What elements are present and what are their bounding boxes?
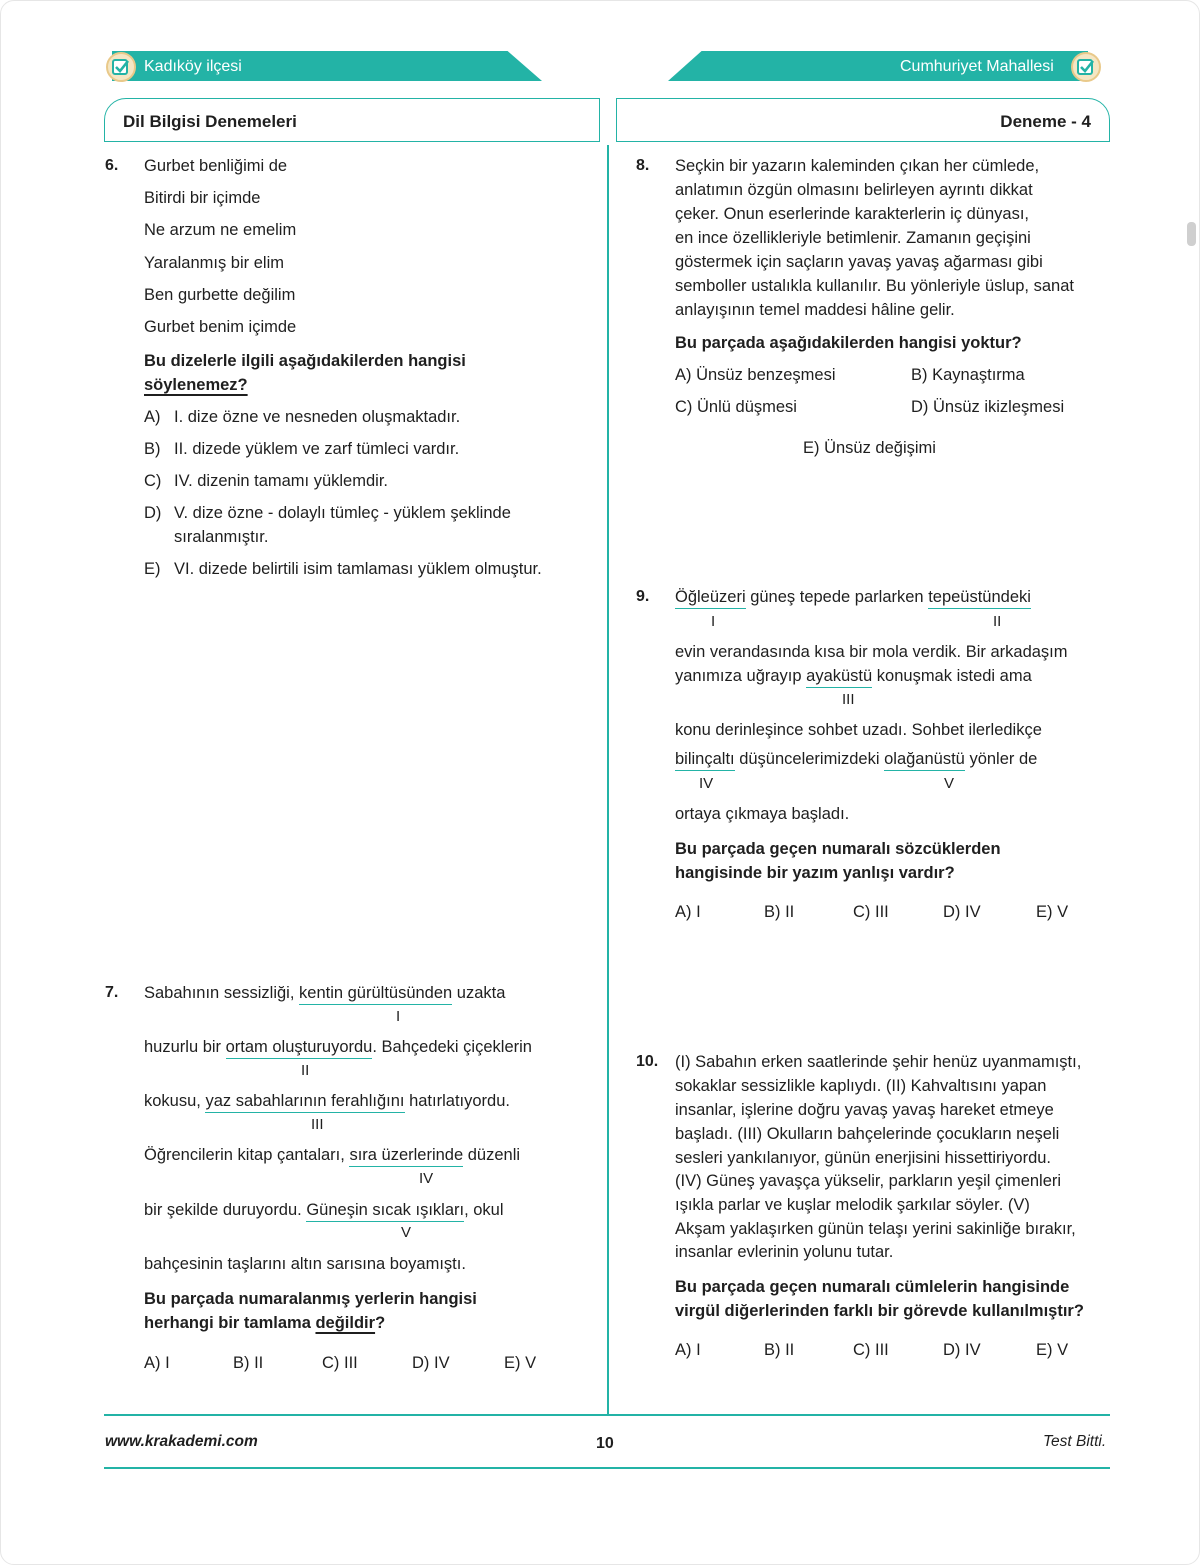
- passage-line: semboller ustalıkla kullanılır. Bu yönleriyle üslup, sanat: [675, 277, 1074, 295]
- roman-marker: I: [711, 613, 716, 630]
- numbered-phrase: sıra üzerlerinde: [349, 1144, 463, 1167]
- poem-line: Gurbet benim içimde: [144, 318, 297, 336]
- option-label[interactable]: D): [144, 504, 162, 522]
- numbered-phrase: Güneşin sıcak ışıkları: [306, 1199, 464, 1222]
- passage-line: en ince özellikleriyle betimlenir. Zamanın geçişini: [675, 229, 1031, 247]
- question-number: 7.: [105, 984, 119, 1001]
- poem-line: Ben gurbette değilim: [144, 286, 296, 304]
- page-number: 10: [596, 1435, 614, 1452]
- passage-line: insanlar evlerinin yolunu tutar.: [675, 1243, 894, 1261]
- passage-line: evin verandasında kısa bir mola verdik. Bir arkadaşım: [675, 643, 1068, 661]
- footer-rule-bottom: [104, 1467, 1110, 1469]
- passage-line: anlatımın özgün olmasını belirleyen ayrıntı dikkat: [675, 181, 1033, 199]
- passage-line: sokaklar sessizlikle kaplıydı. (II) Kahvaltısını yapan: [675, 1077, 1047, 1095]
- passage-line: çeker. Onun eserlerinde karakterlerin iç dünyası,: [675, 205, 1030, 223]
- roman-marker: II: [301, 1062, 310, 1079]
- passage-line: göstermek için saçların yavaş yavaş ağarması gibi: [675, 253, 1043, 271]
- question-text: herhangi bir tamlama değildir?: [144, 1314, 386, 1332]
- passage-line: Öğleüzeri güneş tepede parlarken tepeüstündeki: [675, 585, 1031, 609]
- roman-marker: V: [401, 1224, 412, 1241]
- option[interactable]: D) IV: [943, 903, 981, 921]
- roman-marker: IV: [699, 775, 714, 792]
- question-number: 10.: [636, 1053, 659, 1070]
- section-title-box: [104, 98, 600, 142]
- check-badge-icon: [1071, 52, 1101, 82]
- question-text: Bu parçada numaralanmış yerlerin hangisi: [144, 1290, 477, 1308]
- numbered-word: olağanüstü: [884, 748, 965, 771]
- scrollbar-thumb[interactable]: [1187, 222, 1196, 246]
- question-text: Bu parçada geçen numaralı sözcüklerden: [675, 840, 1001, 858]
- roman-marker: III: [842, 691, 855, 708]
- numbered-word: ayaküstü: [806, 665, 872, 688]
- question-number: 6.: [105, 157, 119, 174]
- passage-line: huzurlu bir ortam oluşturuyordu. Bahçedeki çiçeklerin: [144, 1035, 532, 1059]
- numbered-phrase: kentin gürültüsünden: [299, 982, 452, 1005]
- question-number: 8.: [636, 157, 650, 174]
- poem-line: Bitirdi bir içimde: [144, 189, 261, 207]
- passage-line: kokusu, yaz sabahlarının ferahlığını hatırlatıyordu.: [144, 1089, 510, 1113]
- option[interactable]: D) IV: [943, 1341, 981, 1359]
- question-text: hangisinde bir yazım yanlışı vardır?: [675, 864, 955, 882]
- passage-line: insanlar, işlerine doğru yavaş yavaş hareket etmeye: [675, 1101, 1054, 1119]
- option[interactable]: E) V: [1036, 903, 1069, 921]
- passage-line: başladı. (III) Okulların bahçelerinde çocukların neşeli: [675, 1125, 1060, 1143]
- option[interactable]: A) I: [675, 903, 701, 921]
- option[interactable]: C) III: [853, 903, 889, 921]
- column-divider: [607, 145, 609, 1415]
- option-label[interactable]: E): [144, 560, 161, 578]
- option-text[interactable]: II. dizede yüklem ve zarf tümleci vardır.: [174, 440, 460, 458]
- option[interactable]: B) II: [764, 1341, 795, 1359]
- passage-line: Akşam yaklaşırken günün telaşı yerini sakinliğe bırakır,: [675, 1220, 1076, 1238]
- option[interactable]: C) III: [853, 1341, 889, 1359]
- option[interactable]: D) IV: [412, 1354, 450, 1372]
- question-text: Bu parçada geçen numaralı cümlelerin hangisinde: [675, 1278, 1070, 1296]
- exam-title: Deneme - 4: [1000, 112, 1091, 131]
- option[interactable]: E) V: [1036, 1341, 1069, 1359]
- passage-line: ortaya çıkmaya başladı.: [675, 805, 850, 823]
- poem-line: Gurbet benliğimi de: [144, 157, 288, 175]
- option[interactable]: B) II: [233, 1354, 264, 1372]
- passage-line: Sabahının sessizliği, kentin gürültüsünden uzakta: [144, 981, 505, 1005]
- option-text[interactable]: I. dize özne ve nesneden oluşmaktadır.: [174, 408, 461, 426]
- option[interactable]: D) Ünsüz ikizleşmesi: [911, 398, 1065, 416]
- numbered-phrase: ortam oluşturuyordu: [226, 1036, 373, 1059]
- roman-marker: II: [993, 613, 1002, 630]
- passage-line: (IV) Güneş yavaşça yükselir, parkların yeşil çimenleri: [675, 1172, 1062, 1190]
- option[interactable]: B) Kaynaştırma: [911, 366, 1025, 384]
- roman-marker: IV: [419, 1170, 434, 1187]
- option-label[interactable]: C): [144, 472, 162, 490]
- option-text-cont[interactable]: sıralanmıştır.: [174, 528, 269, 546]
- neighborhood-label: Cumhuriyet Mahallesi: [900, 58, 1054, 75]
- poem-line: Yaralanmış bir elim: [144, 254, 284, 272]
- roman-marker: I: [396, 1008, 401, 1025]
- check-badge-icon: [106, 52, 136, 82]
- passage-line: ışıkla parlar ve kuşlar melodik şarkılar söyler. (V): [675, 1196, 1030, 1214]
- option-text[interactable]: IV. dizenin tamamı yüklemdir.: [174, 472, 388, 490]
- passage-line: bilinçaltı düşüncelerimizdeki olağanüstü yönler de: [675, 747, 1037, 771]
- passage-line: yanımıza uğrayıp ayaküstü konuşmak istedi ama: [675, 664, 1032, 688]
- question-text: virgül diğerlerinden farklı bir görevde kullanılmıştır?: [675, 1302, 1084, 1320]
- passage-line: bahçesinin taşlarını altın sarısına boyamıştı.: [144, 1255, 466, 1273]
- option[interactable]: B) II: [764, 903, 795, 921]
- question-text: Bu parçada aşağıdakilerden hangisi yoktur?: [675, 334, 1022, 352]
- passage-line: anlayışının temel maddesi hâline gelir.: [675, 301, 955, 319]
- option[interactable]: A) I: [675, 1341, 701, 1359]
- passage-line: Seçkin bir yazarın kaleminden çıkan her cümlede,: [675, 157, 1040, 175]
- passage-line: Öğrencilerin kitap çantaları, sıra üzerlerinde düzenli: [144, 1143, 520, 1167]
- numbered-word: tepeüstündeki: [928, 586, 1031, 609]
- roman-marker: V: [944, 775, 955, 792]
- passage-line: (I) Sabahın erken saatlerinde şehir henüz uyanmamıştı,: [675, 1053, 1082, 1071]
- option[interactable]: E) Ünsüz değişimi: [803, 439, 936, 457]
- passage-line: konu derinleşince sohbet uzadı. Sohbet ilerledikçe: [675, 721, 1042, 739]
- question-text: Bu dizelerle ilgili aşağıdakilerden hangisi: [144, 352, 466, 370]
- passage-line: bir şekilde duruyordu. Güneşin sıcak ışıkları, okul: [144, 1198, 504, 1222]
- question-number: 9.: [636, 588, 650, 605]
- numbered-word: Öğleüzeri: [675, 586, 746, 609]
- roman-marker: III: [311, 1116, 324, 1133]
- option[interactable]: E) V: [504, 1354, 537, 1372]
- option[interactable]: A) Ünsüz benzeşmesi: [675, 366, 836, 384]
- option-label[interactable]: B): [144, 440, 161, 458]
- poem-line: Ne arzum ne emelim: [144, 221, 297, 239]
- question-text: söylenemez?: [144, 376, 248, 394]
- option[interactable]: C) Ünlü düşmesi: [675, 398, 797, 416]
- option-text[interactable]: VI. dizede belirtili isim tamlaması yüklem olmuştur.: [174, 560, 542, 578]
- section-title: Dil Bilgisi Denemeleri: [123, 112, 297, 131]
- website-link[interactable]: www.krakademi.com: [105, 1433, 258, 1450]
- option[interactable]: C) III: [322, 1354, 358, 1372]
- option-text[interactable]: V. dize özne - dolaylı tümleç - yüklem şeklinde: [174, 504, 511, 522]
- passage-line: sesleri yankılanıyor, günün enerjisini hissettiriyordu.: [675, 1149, 1052, 1167]
- district-label: Kadıköy ilçesi: [144, 58, 242, 75]
- numbered-word: bilinçaltı: [675, 748, 735, 771]
- numbered-phrase: yaz sabahlarının ferahlığını: [205, 1090, 404, 1113]
- option[interactable]: A) I: [144, 1354, 170, 1372]
- option-label[interactable]: A): [144, 408, 161, 426]
- footer-rule-top: [104, 1414, 1110, 1416]
- exam-title-box: [616, 98, 1110, 142]
- test-end-label: Test Bitti.: [1043, 1433, 1107, 1450]
